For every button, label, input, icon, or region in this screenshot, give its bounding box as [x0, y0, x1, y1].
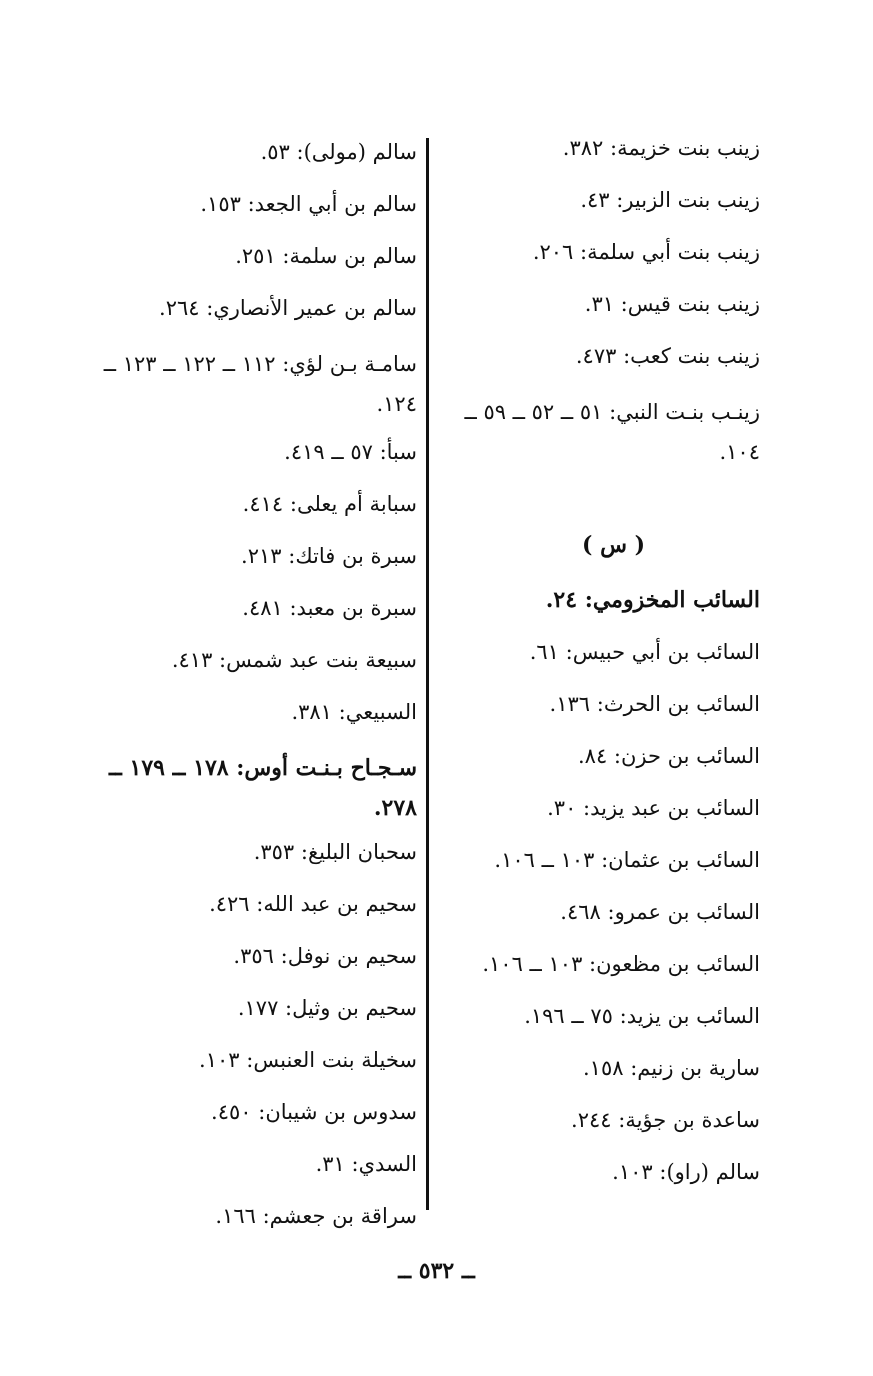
column-divider	[426, 138, 429, 1210]
index-entry: سبابة أم يعلى: ٤١٤.	[242, 492, 417, 516]
index-entry: سخيلة بنت العنبس: ١٠٣.	[199, 1048, 417, 1072]
index-entry: زينب بنت قيس: ٣١.	[584, 292, 760, 316]
page-number: ــ ٥٣٢ ــ	[398, 1258, 475, 1284]
index-entry: السائب بن عثمان: ١٠٣ ــ ١٠٦.	[494, 848, 760, 872]
index-entry: السائب بن عبد يزيد: ٣٠.	[547, 796, 760, 820]
index-entry: سالم بن أبي الجعد: ١٥٣.	[200, 192, 417, 216]
index-entry: سحيم بن عبد الله: ٤٢٦.	[209, 892, 417, 916]
index-entry: سامـة بـن لؤي: ١١٢ ــ ١٢٢ ــ ١٢٣ ــ ١٢٤.	[103, 352, 417, 416]
index-entry: ساعدة بن جؤية: ٢٤٤.	[571, 1108, 760, 1132]
index-entry: سبرة بن فاتك: ٢١٣.	[241, 544, 417, 568]
index-entry: سارية بن زنيم: ١٥٨.	[582, 1056, 760, 1080]
index-entry: سراقة بن جعشم: ١٦٦.	[215, 1204, 417, 1228]
section-heading: ( س )	[582, 532, 645, 558]
index-entry: سالم بن سلمة: ٢٥١.	[235, 244, 417, 268]
index-entry: زينـب بنـت النبي: ٥١ ــ ٥٢ ــ ٥٩ ــ ١٠٤.	[464, 400, 760, 464]
index-entry: سدوس بن شيبان: ٤٥٠.	[211, 1100, 417, 1124]
index-entry: السدي: ٣١.	[315, 1152, 417, 1176]
index-entry: زينب بنت الزبير: ٤٣.	[580, 188, 760, 212]
index-entry: السائب بن حزن: ٨٤.	[577, 744, 760, 768]
index-entry: السائب المخزومي: ٢٤.	[545, 587, 760, 613]
index-entry: سالم (مولى): ٥٣.	[260, 140, 417, 164]
index-entry: سـجـاح بـنـت أوس: ١٧٨ ــ ١٧٩ ــ ٢٧٨.	[108, 755, 417, 821]
index-entry: زينب بنت أبي سلمة: ٢٠٦.	[532, 240, 760, 264]
index-entry: سحبان البليغ: ٣٥٣.	[253, 840, 417, 864]
index-entry: السائب بن يزيد: ٧٥ ــ ١٩٦.	[524, 1004, 760, 1028]
index-entry: سحيم بن وثيل: ١٧٧.	[237, 996, 417, 1020]
index-entry: السائب بن عمرو: ٤٦٨.	[560, 900, 760, 924]
index-entry: زينب بنت كعب: ٤٧٣.	[575, 344, 760, 368]
index-entry: السائب بن الحرث: ١٣٦.	[549, 692, 760, 716]
index-entry: السائب بن أبي حبيس: ٦١.	[529, 640, 760, 664]
index-entry: سبرة بن معبد: ٤٨١.	[242, 596, 417, 620]
index-entry: سحيم بن نوفل: ٣٥٦.	[233, 944, 417, 968]
index-entry: سالم (راو): ١٠٣.	[612, 1160, 760, 1184]
index-entry: زينب بنت خزيمة: ٣٨٢.	[562, 136, 760, 160]
index-entry: سبيعة بنت عبد شمس: ٤١٣.	[171, 648, 417, 672]
index-entry: سالم بن عمير الأنصاري: ٢٦٤.	[159, 296, 417, 320]
index-entry: السبيعي: ٣٨١.	[291, 700, 417, 724]
index-entry: سبأ: ٥٧ ــ ٤١٩.	[284, 440, 417, 464]
index-entry: السائب بن مظعون: ١٠٣ ــ ١٠٦.	[482, 952, 760, 976]
